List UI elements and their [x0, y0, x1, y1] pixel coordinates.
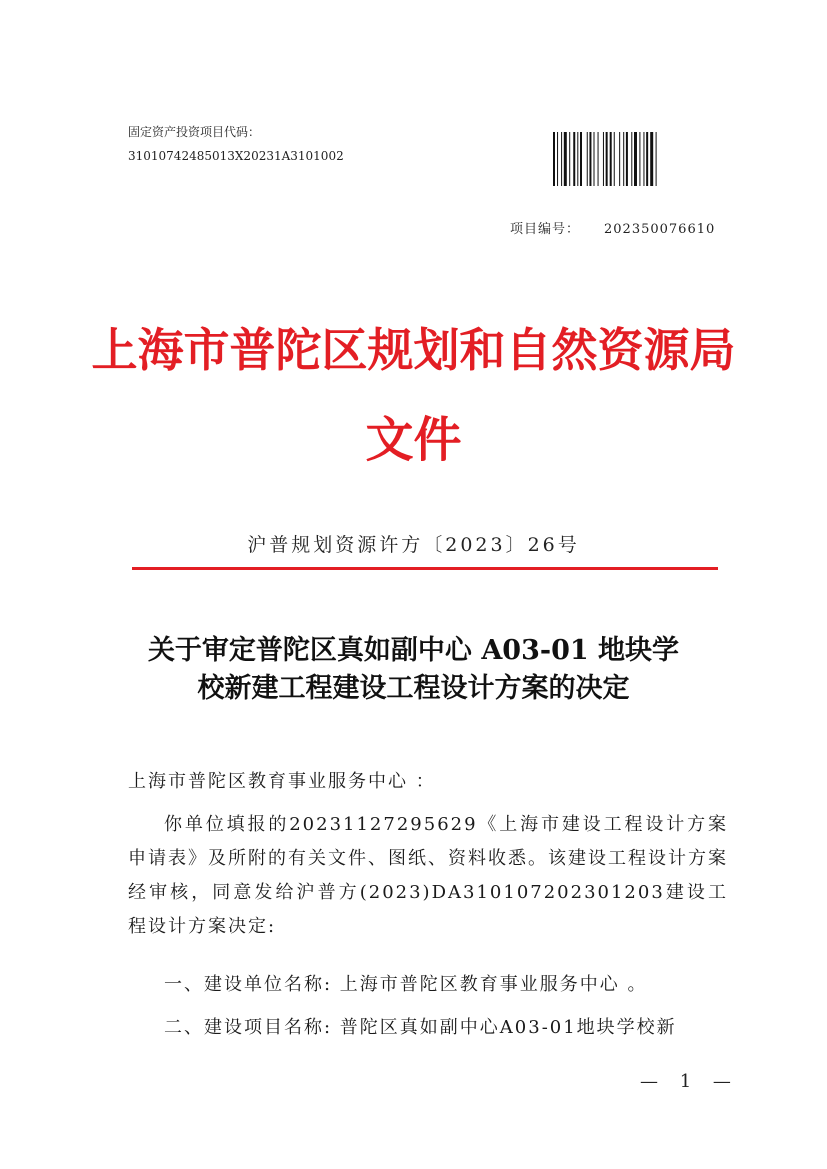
title-line-2: 校新建工程建设工程设计方案的决定	[197, 673, 630, 704]
letterhead-doc-type: 文件	[365, 412, 462, 468]
title-line-1: 关于审定普陀区真如副中心 A03-01 地块学	[147, 635, 680, 666]
page-number: — 1 —	[640, 1071, 739, 1092]
document-title	[0, 632, 827, 708]
body-paragraph-text: 你单位填报的20231127295629《上海市建设工程设计方案申请表》及所附的有关文件、图纸、资料收悉。该建设工程设计方案经审核，同意发给沪普方(2023)DA310107202301203建设工程设计方案决定:	[128, 814, 728, 937]
project-number-value: 202350076610	[604, 222, 716, 237]
fixed-asset-code-label: 固定资产投资项目代码：	[128, 125, 261, 139]
project-number	[510, 218, 715, 237]
addressee: 上海市普陀区教育事业服务中心 ：	[128, 771, 436, 792]
item-1: 一、建设单位名称: 上海市普陀区教育事业服务中心 。	[164, 974, 648, 995]
letterhead-organization: 上海市普陀区规划和自然资源局	[91, 323, 736, 377]
project-number-label: 项目编号：	[510, 222, 581, 237]
red-divider-line	[132, 567, 718, 570]
item-2: 二、建设项目名称: 普陀区真如副中心A03-01地块学校新	[164, 1017, 677, 1038]
body-paragraph	[128, 808, 728, 944]
fixed-asset-code-value: 31010742485013X20231A3101002	[128, 149, 344, 163]
document-number: 沪普规划资源许方〔2023〕26号	[247, 534, 580, 556]
barcode-image	[553, 132, 691, 186]
